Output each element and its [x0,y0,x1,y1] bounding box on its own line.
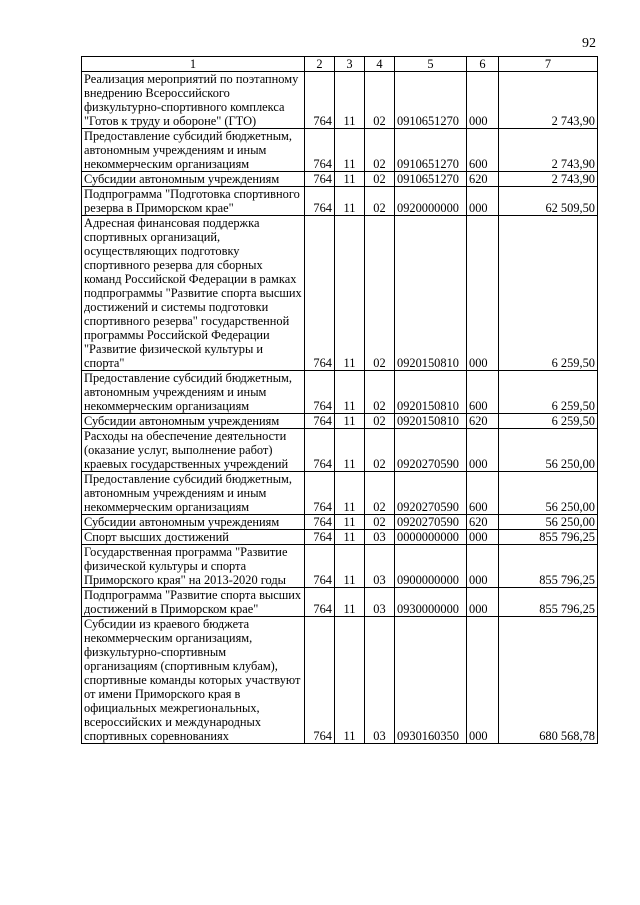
row-code-cell: 764 [305,72,335,129]
row-name-cell: Субсидии автономным учреждениям [82,515,305,530]
table-row [82,515,598,530]
row-type-cell: 000 [467,187,499,216]
row-code-cell: 764 [305,472,335,515]
column-header: 1 [82,57,305,72]
row-target-cell: 0000000000 [395,530,467,545]
row-subsection-cell: 02 [365,172,395,187]
row-subsection-cell: 03 [365,545,395,588]
table-row [82,414,598,429]
row-section-cell: 11 [335,515,365,530]
row-code-cell: 764 [305,216,335,371]
table-row [82,530,598,545]
row-section-cell: 11 [335,414,365,429]
row-target-cell: 0930160350 [395,617,467,744]
row-code-cell: 764 [305,414,335,429]
row-subsection-cell: 03 [365,588,395,617]
table-row [82,216,598,371]
row-subsection-cell: 02 [365,429,395,472]
row-code-cell: 764 [305,588,335,617]
row-target-cell: 0920150810 [395,414,467,429]
row-subsection-cell: 02 [365,187,395,216]
row-amount-cell: 855 796,25 [499,588,598,617]
row-subsection-cell: 03 [365,530,395,545]
table-row [82,617,598,744]
row-name-cell: Субсидии автономным учреждениям [82,414,305,429]
row-target-cell: 0930000000 [395,588,467,617]
row-code-cell: 764 [305,617,335,744]
header-row [82,57,598,72]
row-code-cell: 764 [305,429,335,472]
row-type-cell: 620 [467,172,499,187]
row-name-cell: Подпрограмма "Подготовка спортивного резерва в Приморском крае" [82,187,305,216]
table-row [82,371,598,414]
row-type-cell: 620 [467,515,499,530]
row-amount-cell: 855 796,25 [499,530,598,545]
row-subsection-cell: 02 [365,414,395,429]
budget-table [81,56,598,744]
row-target-cell: 0920150810 [395,371,467,414]
row-type-cell: 600 [467,129,499,172]
row-code-cell: 764 [305,515,335,530]
row-name-cell: Спорт высших достижений [82,530,305,545]
row-code-cell: 764 [305,129,335,172]
row-section-cell: 11 [335,216,365,371]
row-target-cell: 0910651270 [395,72,467,129]
row-section-cell: 11 [335,172,365,187]
row-section-cell: 11 [335,545,365,588]
column-header: 4 [365,57,395,72]
row-subsection-cell: 02 [365,371,395,414]
row-subsection-cell: 02 [365,515,395,530]
table-row [82,429,598,472]
row-code-cell: 764 [305,187,335,216]
column-header: 6 [467,57,499,72]
row-section-cell: 11 [335,472,365,515]
row-amount-cell: 56 250,00 [499,429,598,472]
row-amount-cell: 855 796,25 [499,545,598,588]
row-name-cell: Предоставление субсидий бюджетным, автономным учреждениям и иным некоммерческим организациям [82,472,305,515]
row-amount-cell: 2 743,90 [499,72,598,129]
row-section-cell: 11 [335,129,365,172]
row-type-cell: 000 [467,216,499,371]
row-name-cell: Субсидии из краевого бюджета некоммерческим организациям, физкультурно-спортивным организациям (спортивным клубам), спортивные команды которых участвуют от имени Приморского края в официальных межрегиональных, всероссийских и международных спортивных соревнованиях [82,617,305,744]
row-code-cell: 764 [305,545,335,588]
column-header: 3 [335,57,365,72]
table-row [82,172,598,187]
row-target-cell: 0920000000 [395,187,467,216]
row-section-cell: 11 [335,429,365,472]
row-code-cell: 764 [305,371,335,414]
row-amount-cell: 6 259,50 [499,216,598,371]
column-header: 7 [499,57,598,72]
table-row [82,187,598,216]
row-name-cell: Субсидии автономным учреждениям [82,172,305,187]
table-body [82,72,598,744]
row-type-cell: 000 [467,588,499,617]
row-subsection-cell: 02 [365,216,395,371]
column-header: 2 [305,57,335,72]
row-type-cell: 000 [467,530,499,545]
row-amount-cell: 6 259,50 [499,414,598,429]
row-section-cell: 11 [335,371,365,414]
row-subsection-cell: 03 [365,617,395,744]
row-type-cell: 600 [467,472,499,515]
row-code-cell: 764 [305,172,335,187]
row-amount-cell: 2 743,90 [499,129,598,172]
row-target-cell: 0910651270 [395,129,467,172]
row-section-cell: 11 [335,72,365,129]
row-target-cell: 0920270590 [395,429,467,472]
row-section-cell: 11 [335,588,365,617]
row-target-cell: 0920270590 [395,515,467,530]
row-subsection-cell: 02 [365,129,395,172]
row-type-cell: 000 [467,429,499,472]
row-amount-cell: 2 743,90 [499,172,598,187]
row-name-cell: Адресная финансовая поддержка спортивных организаций, осуществляющих подготовку спортивного резерва для сборных команд Российской Федерации в рамках подпрограммы "Развитие спорта высших достижений и системы подготовки спортивного резерва" государственной программы Российской Федерации "Развитие физической культуры и спорта" [82,216,305,371]
row-name-cell: Расходы на обеспечение деятельности (оказание услуг, выполнение работ) краевых государственных учреждений [82,429,305,472]
row-name-cell: Подпрограмма "Развитие спорта высших достижений в Приморском крае" [82,588,305,617]
row-type-cell: 600 [467,371,499,414]
row-subsection-cell: 02 [365,72,395,129]
row-amount-cell: 56 250,00 [499,515,598,530]
row-target-cell: 0910651270 [395,172,467,187]
row-subsection-cell: 02 [365,472,395,515]
row-name-cell: Предоставление субсидий бюджетным, автономным учреждениям и иным некоммерческим организациям [82,371,305,414]
row-type-cell: 000 [467,617,499,744]
row-section-cell: 11 [335,187,365,216]
row-amount-cell: 62 509,50 [499,187,598,216]
row-type-cell: 620 [467,414,499,429]
table-row [82,129,598,172]
row-target-cell: 0920270590 [395,472,467,515]
row-code-cell: 764 [305,530,335,545]
column-header: 5 [395,57,467,72]
row-target-cell: 0900000000 [395,545,467,588]
page-number: 92 [582,36,596,51]
row-section-cell: 11 [335,530,365,545]
row-amount-cell: 680 568,78 [499,617,598,744]
row-type-cell: 000 [467,72,499,129]
row-name-cell: Реализация мероприятий по поэтапному внедрению Всероссийского физкультурно-спортивного комплекса "Готов к труду и обороне" (ГТО) [82,72,305,129]
table-row [82,588,598,617]
row-amount-cell: 56 250,00 [499,472,598,515]
row-target-cell: 0920150810 [395,216,467,371]
row-type-cell: 000 [467,545,499,588]
table-row [82,472,598,515]
row-amount-cell: 6 259,50 [499,371,598,414]
row-section-cell: 11 [335,617,365,744]
row-name-cell: Предоставление субсидий бюджетным, автономным учреждениям и иным некоммерческим организациям [82,129,305,172]
table-row [82,545,598,588]
table-row [82,72,598,129]
row-name-cell: Государственная программа "Развитие физической культуры и спорта Приморского края" на 2013-2020 годы [82,545,305,588]
